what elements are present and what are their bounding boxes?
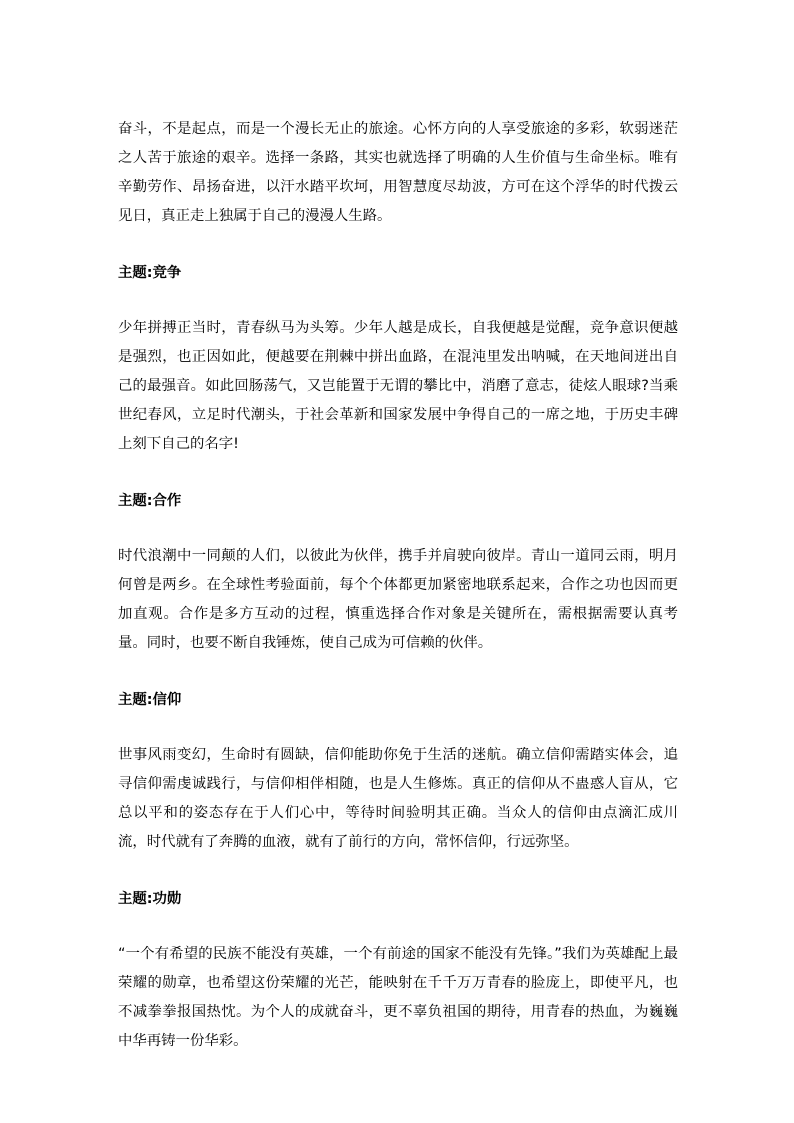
spacer: [118, 857, 678, 885]
spacer: [118, 459, 678, 487]
spacer: [118, 658, 678, 686]
section-paragraph-competition: 少年拼搏正当时，青春纵马为头筹。少年人越是成长，自我便越是觉醒，竞争意识便越是强烈，也正因如此，便越要在荆棘中拼出血路，在混沌里发出呐喊，在天地间迸出自己的最强音。如此回肠荡气，又岂能置于无谓的攀比中，消磨了意志，徒炫人眼球?当乘世纪春风，立足时代潮头，于社会革新和国家发展中争得自己的一席之地，于历史丰碑上刻下自己的名字!: [118, 320, 678, 452]
spacer: [118, 715, 678, 741]
section-heading-cooperation: 主题:合作: [118, 493, 182, 509]
section-paragraph-merit: “一个有希望的民族不能没有英雄，一个有前途的国家不能没有先锋。”我们为英雄配上最荣耀的勋章，也希望这份荣耀的光芒，能映射在千千万万青春的脸庞上，即使平凡，也不减拳拳报国热忱。为个人的成就奋斗，更不辜负祖国的期待，用青春的热血，为巍巍中华再铸一份华彩。: [118, 946, 678, 1049]
spacer: [118, 914, 678, 940]
spacer: [118, 516, 678, 542]
spacer: [118, 231, 678, 259]
spacer: [118, 288, 678, 314]
section-paragraph-cooperation: 时代浪潮中一同颠的人们，以彼此为伙伴，携手并肩驶向彼岸。青山一道同云雨，明月何曾是两乡。在全球性考验面前，每个个体都更加紧密地联系起来，合作之功也因而更加直观。合作是多方互动的过程，慎重选择合作对象是关键所在，需根据需要认真考量。同时，也要不断自我锤炼，使自己成为可信赖的伙伴。: [118, 548, 678, 651]
section-heading-merit: 主题:功勋: [118, 891, 182, 907]
section-heading-faith: 主题:信仰: [118, 692, 182, 708]
intro-paragraph: 奋斗，不是起点，而是一个漫长无止的旅途。心怀方向的人享受旅途的多彩，软弱迷茫之人苦于旅途的艰辛。选择一条路，其实也就选择了明确的人生价值与生命坐标。唯有辛勤劳作、昂扬奋进，以汗水踏平坎坷，用智慧度尽劫波，方可在这个浮华的时代拨云见日，真正走上独属于自己的漫漫人生路。: [118, 121, 678, 224]
section-paragraph-faith: 世事风雨变幻，生命时有圆缺，信仰能助你免于生活的迷航。确立信仰需踏实体会，追寻信仰需虔诚践行，与信仰相伴相随，也是人生修炼。真正的信仰从不蛊惑人盲从，它总以平和的姿态存在于人们心中，等待时间验明其正确。当众人的信仰由点滴汇成川流，时代就有了奔腾的血液，就有了前行的方向，常怀信仰，行远弥坚。: [118, 747, 678, 850]
document-page: [118, 115, 678, 1056]
section-heading-competition: 主题:竞争: [118, 265, 182, 281]
